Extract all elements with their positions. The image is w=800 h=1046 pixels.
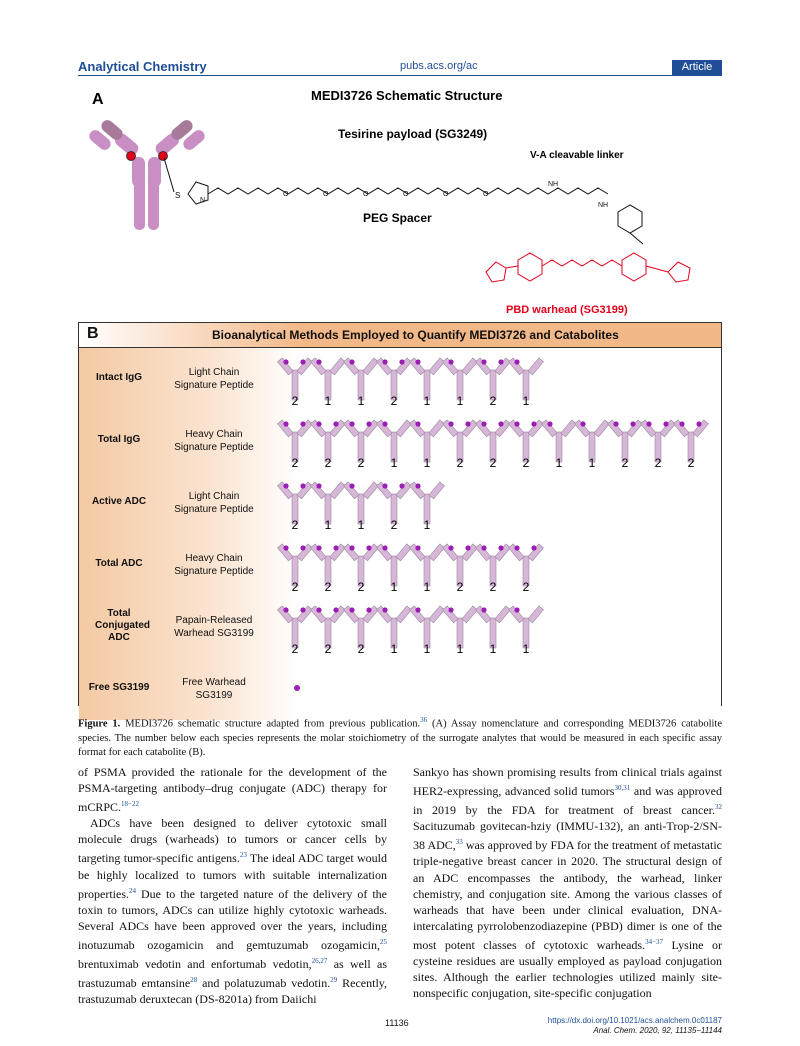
stoichiometry-label: 2 bbox=[291, 580, 299, 594]
citation-ref[interactable]: 34−37 bbox=[645, 937, 664, 946]
svg-text:S: S bbox=[175, 191, 181, 200]
article-type-badge: Article bbox=[672, 60, 722, 75]
stoichiometry-label: 2 bbox=[357, 456, 365, 470]
stoichiometry-label: 1 bbox=[324, 394, 332, 408]
stoichiometry-label: 1 bbox=[357, 394, 365, 408]
body-text: brentuximab vedotin and enfortumab vedotin, bbox=[78, 957, 312, 972]
assay-row bbox=[79, 658, 721, 720]
stoichiometry-label: 1 bbox=[522, 642, 530, 656]
catabolite-species bbox=[277, 658, 717, 718]
figure-panel-a bbox=[78, 82, 722, 318]
stoichiometry-label: 2 bbox=[489, 394, 497, 408]
catabolite-species bbox=[277, 596, 717, 656]
body-text: of PSMA provided the rationale for the development of the PSMA-targeting antibody–drug conjugate (ADC) therapy for mCRPC. bbox=[78, 765, 387, 815]
assay-name: Active ADC bbox=[91, 496, 147, 507]
citation-ref[interactable]: 33 bbox=[455, 838, 463, 847]
citation-ref[interactable]: 24 bbox=[128, 886, 136, 895]
stoichiometry-label: 1 bbox=[489, 642, 497, 656]
payload-label: Tesirine payload (SG3249) bbox=[338, 127, 488, 141]
panel-b-letter: B bbox=[87, 325, 99, 342]
assay-method: Heavy Chain Signature Peptide bbox=[174, 553, 254, 577]
stoichiometry-label: 2 bbox=[621, 456, 629, 470]
stoichiometry-label: 2 bbox=[522, 580, 530, 594]
stoichiometry-label: 1 bbox=[390, 580, 398, 594]
body-text: as well as trastuzumab emtansine bbox=[78, 957, 388, 991]
panel-b-title: Bioanalytical Methods Employed to Quantify MEDI3726 and Catabolites bbox=[212, 328, 619, 342]
linker-label: V-A cleavable linker bbox=[530, 150, 624, 161]
assay-row bbox=[79, 534, 721, 597]
stoichiometry-label: 2 bbox=[390, 394, 398, 408]
citation-ref[interactable]: 29 bbox=[330, 976, 338, 985]
warhead-label: PBD warhead (SG3199) bbox=[506, 304, 628, 316]
caption-ref[interactable]: 36 bbox=[420, 716, 428, 724]
stoichiometry-label: 1 bbox=[522, 394, 530, 408]
stoichiometry-label: 1 bbox=[390, 456, 398, 470]
stoichiometry-label: 2 bbox=[357, 642, 365, 656]
body-text: and polatuzumab vedotin. bbox=[197, 976, 331, 991]
header-rule bbox=[78, 75, 722, 76]
svg-text:O: O bbox=[443, 191, 449, 198]
svg-text:O: O bbox=[283, 191, 289, 198]
stoichiometry-label: 1 bbox=[555, 456, 563, 470]
figure-panel-b bbox=[78, 322, 722, 706]
free-warhead-dot bbox=[294, 685, 300, 691]
stoichiometry-label: 2 bbox=[456, 580, 464, 594]
assay-name: Free SG3199 bbox=[88, 682, 150, 693]
panel-a-title: MEDI3726 Schematic Structure bbox=[311, 88, 503, 103]
stoichiometry-label: 1 bbox=[390, 642, 398, 656]
stoichiometry-label: 2 bbox=[489, 456, 497, 470]
stoichiometry-label: 2 bbox=[291, 642, 299, 656]
svg-text:NH: NH bbox=[548, 181, 559, 188]
page-number: 11136 bbox=[385, 1018, 409, 1028]
svg-text:O: O bbox=[363, 191, 369, 198]
assay-method: Papain-Released Warhead SG3199 bbox=[174, 615, 254, 639]
body-text: Recently, trastuzumab deruxtecan (DS-8201a) from Daiichi bbox=[78, 976, 387, 1007]
citation-ref[interactable]: 26,27 bbox=[311, 957, 328, 966]
svg-text:NH: NH bbox=[598, 202, 609, 209]
stoichiometry-label: 1 bbox=[423, 642, 431, 656]
svg-text:O: O bbox=[323, 191, 329, 198]
stoichiometry-label: 2 bbox=[324, 580, 332, 594]
stoichiometry-label: 2 bbox=[291, 394, 299, 408]
stoichiometry-label: 2 bbox=[390, 518, 398, 532]
stoichiometry-label: 2 bbox=[687, 456, 695, 470]
stoichiometry-label: 1 bbox=[456, 642, 464, 656]
stoichiometry-label: 2 bbox=[489, 580, 497, 594]
catabolite-species bbox=[277, 410, 717, 470]
assay-name: Total Conjugated ADC bbox=[95, 608, 150, 643]
citation-ref[interactable]: 25 bbox=[380, 937, 387, 946]
assay-method: Light Chain Signature Peptide bbox=[174, 367, 254, 391]
assay-name: Total ADC bbox=[95, 558, 143, 569]
body-text: ADCs have been designed to deliver cytotoxic small molecule drugs (warheads) to tumors or cancer cells by targeting tumor-specific antigens. bbox=[78, 816, 387, 866]
citation-ref[interactable]: 18−22 bbox=[121, 800, 139, 809]
catabolite-species bbox=[277, 348, 717, 408]
journal-url[interactable]: pubs.acs.org/ac bbox=[400, 60, 478, 72]
caption-text: MEDI3726 schematic structure adapted from previous publication. bbox=[125, 718, 421, 730]
body-text: The ideal ADC target would be highly localized to tumors with suitable internalization properties. bbox=[78, 851, 387, 901]
assay-row bbox=[79, 472, 721, 535]
stoichiometry-label: 1 bbox=[423, 456, 431, 470]
stoichiometry-label: 2 bbox=[291, 518, 299, 532]
assay-method: Free Warhead SG3199 bbox=[182, 677, 246, 701]
catabolite-species bbox=[277, 534, 717, 594]
stoichiometry-label: 1 bbox=[423, 580, 431, 594]
panel-a-letter: A bbox=[92, 91, 104, 108]
body-column-right bbox=[413, 764, 722, 1001]
antibody-cartoon bbox=[87, 118, 207, 230]
stoichiometry-label: 2 bbox=[324, 456, 332, 470]
stoichiometry-label: 2 bbox=[291, 456, 299, 470]
stoichiometry-label: 1 bbox=[456, 394, 464, 408]
stoichiometry-label: 2 bbox=[357, 580, 365, 594]
figure-caption bbox=[78, 713, 722, 760]
assay-row bbox=[79, 596, 721, 659]
stoichiometry-label: 2 bbox=[654, 456, 662, 470]
body-text: and was approved in 2019 by the FDA for treatment of breast cancer. bbox=[413, 784, 722, 818]
citation-ref[interactable]: 30,31 bbox=[614, 784, 631, 793]
assay-name: Total IgG bbox=[97, 434, 141, 445]
spacer-label: PEG Spacer bbox=[363, 211, 432, 225]
assay-method: Light Chain Signature Peptide bbox=[174, 491, 254, 515]
stoichiometry-label: 1 bbox=[423, 394, 431, 408]
assay-method: Heavy Chain Signature Peptide bbox=[174, 429, 254, 453]
svg-text:O: O bbox=[483, 191, 489, 198]
caption-text-2: (A) Assay nomenclature and corresponding MEDI3726 catabolite species. The number below each species represents the molar stoichiometry of the surrogate analytes that would be measured in each specific assay format for each catabolite (B). bbox=[78, 718, 723, 758]
assay-row bbox=[79, 348, 721, 411]
stoichiometry-label: 2 bbox=[522, 456, 530, 470]
pbd-warhead bbox=[486, 253, 690, 282]
catabolite-species bbox=[277, 472, 717, 532]
stoichiometry-label: 1 bbox=[588, 456, 596, 470]
citation-ref[interactable]: 23 bbox=[239, 851, 247, 860]
svg-text:O: O bbox=[403, 191, 409, 198]
stoichiometry-label: 1 bbox=[423, 518, 431, 532]
journal-citation: Anal. Chem. 2020, 92, 11135−11144 bbox=[593, 1026, 722, 1035]
assay-row bbox=[79, 410, 721, 473]
journal-name[interactable]: Analytical Chemistry bbox=[78, 59, 207, 74]
stoichiometry-label: 2 bbox=[324, 642, 332, 656]
linker-chain bbox=[164, 158, 643, 244]
citation-ref[interactable]: 28 bbox=[190, 976, 198, 985]
body-text: Lysine or cysteine residues are usually employed as payload conjugation sites. Although the earlier technologies utilized mainly site-nonspecific conjugation, site-specific conjugation bbox=[413, 937, 722, 1001]
body-text: Due to the targeted nature of the delivery of the toxin to tumors, ADCs can utilize highly cytotoxic warheads. Several ADCs have been approved over the years, including inotuzumab ozogamicin and gemtuzumab ozogamicin, bbox=[78, 886, 387, 952]
stoichiometry-label: 1 bbox=[324, 518, 332, 532]
svg-text:N: N bbox=[200, 197, 206, 204]
assay-name: Intact IgG bbox=[95, 372, 143, 383]
caption-label: Figure 1. bbox=[78, 718, 121, 730]
doi-link[interactable]: https://dx.doi.org/10.1021/acs.analchem.0c01187 bbox=[547, 1016, 722, 1025]
citation-ref[interactable]: 32 bbox=[715, 803, 722, 812]
stoichiometry-label: 2 bbox=[456, 456, 464, 470]
body-column-left bbox=[78, 764, 387, 1007]
stoichiometry-label: 1 bbox=[357, 518, 365, 532]
body-text: Sacituzumab govitecan-hziy (IMMU-132), an anti-Trop-2/SN-38 ADC, bbox=[413, 819, 722, 853]
body-text: Sankyo has shown promising results from clinical trials against HER2-expressing, advanced solid tumors bbox=[413, 765, 722, 799]
body-text: was approved by FDA for the treatment of metastatic triple-negative breast cancer in 2020. The structural design of an ADC encompasses the antibody, the warhead, linker chemistry, and conjugation site. Among the various classes of warheads that have been under clinical evaluation, DNA-intercalating pyrrolobenzodiazepine (PBD) dimer is one of the most potent classes of cytotoxic warheads. bbox=[413, 838, 722, 952]
panel-b-header bbox=[79, 323, 721, 348]
